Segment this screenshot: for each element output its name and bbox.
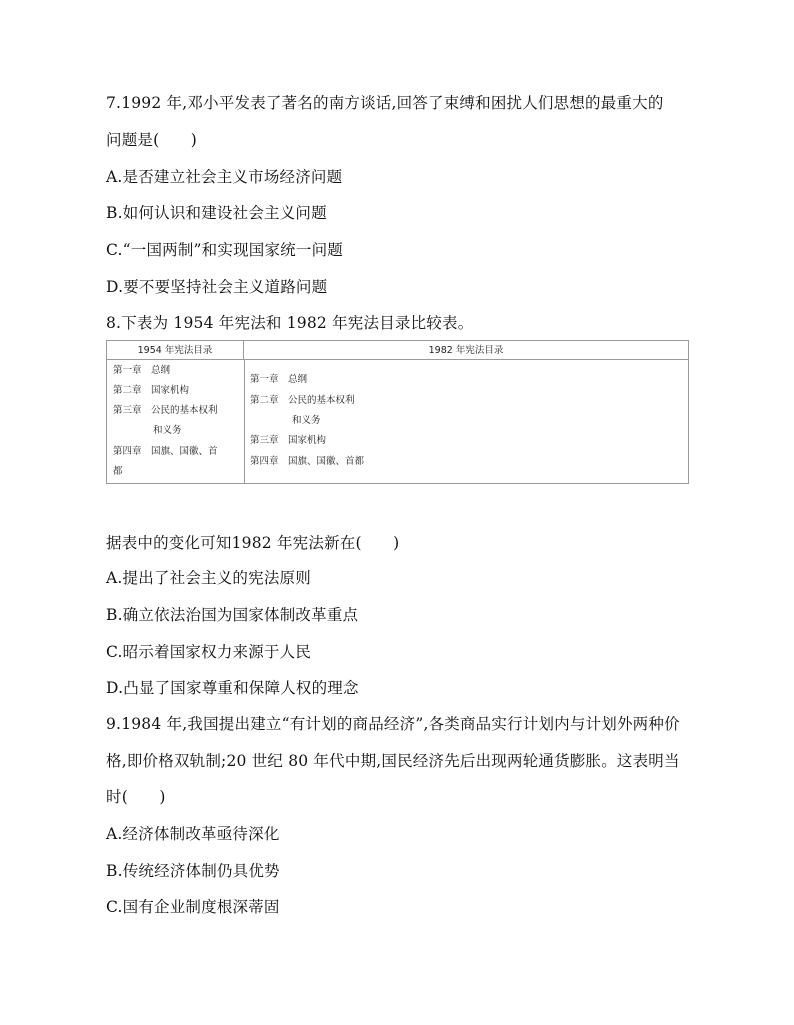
right-line-2: 第二章 公民的基本权利 <box>250 395 355 406</box>
constitution-comparison-table <box>106 340 689 484</box>
table-header-1954: 1954 年宪法目录 <box>107 341 244 360</box>
left-line-1: 第一章 总纲 <box>113 365 171 376</box>
q7-stem-line-2: 问题是( ) <box>106 131 197 149</box>
q9-stem-line-1: 9.1984 年,我国提出建立“有计划的商品经济”,各类商品实行计划内与计划外两种价 <box>106 715 680 733</box>
q7-stem-line-1: 7.1992 年,邓小平发表了著名的南方谈话,回答了束缚和困扰人们思想的最重大的 <box>106 94 664 112</box>
table-column-divider <box>244 360 245 483</box>
q7-option-a: A.是否建立社会主义市场经济问题 <box>106 168 343 186</box>
left-line-2: 第二章 国家机构 <box>113 385 190 396</box>
q8-intro: 8.下表为 1954 年宪法和 1982 年宪法目录比较表。 <box>106 314 474 332</box>
left-line-5: 第四章 国旗、国徽、首 <box>113 446 218 457</box>
q8-option-a: A.提出了社会主义的宪法原则 <box>106 569 311 587</box>
q8-option-c: C.昭示着国家权力来源于人民 <box>106 643 312 661</box>
left-line-6: 都 <box>113 466 123 477</box>
q7-option-c: C.“一国两制”和实现国家统一问题 <box>106 241 343 259</box>
right-line-5: 第四章 国旗、国徽、首都 <box>250 456 365 467</box>
q9-option-a: A.经济体制改革亟待深化 <box>106 825 280 843</box>
right-line-1: 第一章 总纲 <box>250 374 308 385</box>
q9-option-b: B.传统经济体制仍具优势 <box>106 862 280 880</box>
left-line-4: 和义务 <box>153 425 182 436</box>
left-line-3: 第三章 公民的基本权利 <box>113 405 218 416</box>
right-line-3: 和义务 <box>292 415 321 426</box>
q9-option-c: C.国有企业制度根深蒂固 <box>106 898 280 916</box>
q8-question: 据表中的变化可知1982 年宪法新在( ) <box>106 534 400 552</box>
right-line-4: 第三章 国家机构 <box>250 435 327 446</box>
table-header-1982: 1982 年宪法目录 <box>244 341 688 360</box>
q8-option-b: B.确立依法治国为国家体制改革重点 <box>106 606 359 624</box>
q9-stem-line-2: 格,即价格双轨制;20 世纪 80 年代中期,国民经济先后出现两轮通货膨胀。这表明当 <box>106 752 680 770</box>
q9-stem-line-3: 时( ) <box>106 788 166 806</box>
q8-option-d: D.凸显了国家尊重和保障人权的理念 <box>106 679 359 697</box>
q7-option-d: D.要不要坚持社会主义道路问题 <box>106 278 328 296</box>
q7-option-b: B.如何认识和建设社会主义问题 <box>106 204 327 222</box>
